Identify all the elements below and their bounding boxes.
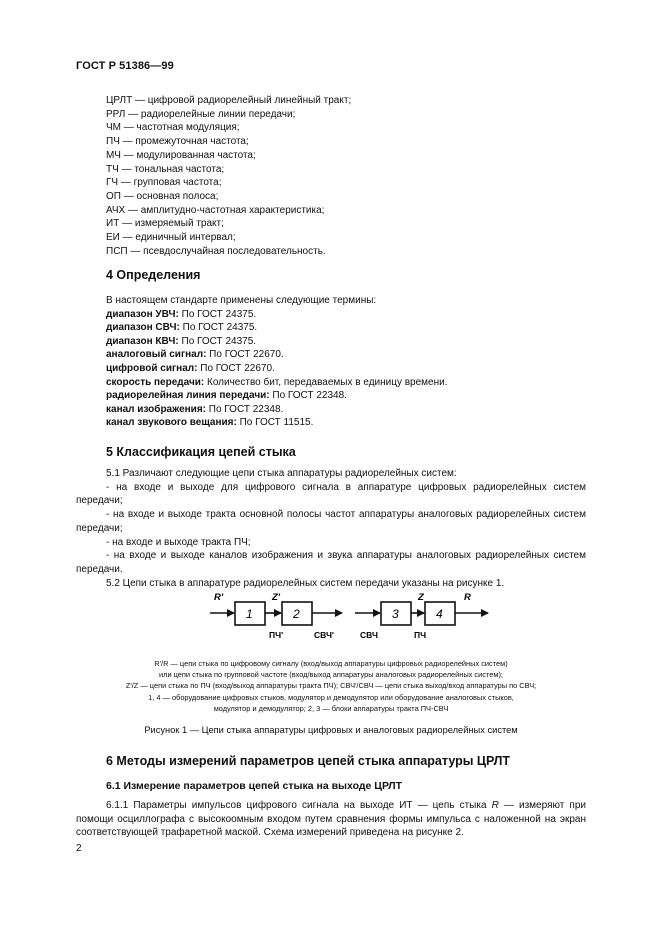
definition-term: канал изображения: [106, 403, 206, 415]
definition-term: скорость передачи: [106, 376, 205, 388]
definition-item [106, 321, 448, 335]
label-r-prime: R' [214, 592, 224, 603]
block-2-label: 2 [293, 607, 300, 621]
abbreviation-item: АЧХ — амплитудно-частотная характеристика; [106, 204, 325, 216]
definitions-intro: В настоящем стандарте применены следующие термины: [106, 295, 377, 306]
block-1-label: 1 [246, 607, 253, 621]
definition-term: диапазон СВЧ: [106, 322, 180, 334]
definition-term: аналоговый сигнал: [106, 349, 207, 361]
list-item: - на входе и выходе для цифрового сигнала в аппаратуре цифровых радиорелейных систем передачи; [76, 481, 586, 507]
definition-item [106, 403, 448, 417]
abbreviation-item: ТЧ — тональная частота; [106, 163, 225, 175]
definition-term: радиорелейная линия передачи: [106, 390, 270, 402]
definition-item [106, 335, 448, 349]
paragraph-text: 6.1.1 Параметры импульсов цифрового сигнала на выходе ИТ — цепь стыка [106, 800, 492, 811]
list-item: - на входе и выходе каналов изображения и звука аппаратуры аналоговых радиорелейных систем передачи. [76, 550, 586, 575]
label-r: R [464, 592, 471, 603]
abbreviation-item: ЧМ — частотная модуляция; [106, 122, 240, 134]
abbreviation-item: ОП — основная полоса; [106, 190, 219, 202]
definition-text: По ГОСТ 24375. [178, 335, 257, 347]
definition-text: По ГОСТ 22670. [206, 349, 284, 361]
section-5-heading: 5 Классификация цепей стыка [106, 445, 296, 459]
label-z-prime: Z' [272, 592, 281, 603]
abbreviation-item: ИТ — измеряемый тракт; [106, 218, 224, 230]
definition-term: канал звукового вещания: [106, 417, 237, 429]
definition-item [106, 416, 448, 430]
definitions-list [106, 294, 448, 430]
legend-line: 1, 4 — оборудование цифровых стыков, модулятор и демодулятор или оборудование аналоговых стыков, [148, 692, 514, 702]
abbreviation-item: ПЧ — промежуточная частота; [106, 136, 249, 148]
definition-item [106, 376, 448, 390]
subsection-6-1-heading: 6.1 Измерение параметров цепей стыка на выходе ЦРЛТ [106, 780, 403, 792]
abbreviation-item: МЧ — модулированная частота; [106, 149, 256, 161]
definition-text: По ГОСТ 24375. [178, 308, 257, 320]
abbreviation-item: ЕИ — единичный интервал; [106, 232, 236, 244]
label-svch-prime: СВЧ' [314, 630, 334, 640]
definition-term: диапазон УВЧ: [106, 308, 179, 320]
definition-item [106, 362, 448, 376]
document-header: ГОСТ Р 51386—99 [76, 60, 174, 72]
definition-text: По ГОСТ 22348. [206, 403, 284, 415]
section-6-heading: 6 Методы измерений параметров цепей стыка аппаратуры ЦРЛТ [106, 754, 510, 768]
list-item: - на входе и выходе тракта основной полосы частот аппаратуры аналоговых радиорелейных систем передачи; [76, 509, 586, 534]
label-pch: ПЧ [414, 630, 427, 640]
abbreviations-list [106, 94, 351, 258]
definition-term: диапазон КВЧ: [106, 335, 179, 347]
paragraph-5-1: 5.1 Различают следующие цепи стыка аппаратуры радиорелейных систем: [106, 468, 457, 479]
abbreviation-item: ГЧ — групповая частота; [106, 177, 222, 189]
definition-text: По ГОСТ 22670. [197, 362, 275, 374]
definition-item [106, 389, 448, 403]
definition-text: По ГОСТ 11515. [236, 417, 314, 429]
label-pch-prime: ПЧ' [269, 630, 284, 640]
paragraph-5-2: 5.2 Цепи стыка в аппаратуре радиорелейных систем передачи указаны на рисунке 1. [106, 577, 505, 589]
definition-text: По ГОСТ 22348. [269, 390, 347, 402]
legend-line: модулятор и демодулятор; 2, 3 — блоки аппаратуры тракта ПЧ-СВЧ [213, 703, 449, 713]
paragraph-6-1-1 [76, 799, 586, 840]
section-4-heading: 4 Определения [106, 268, 201, 282]
abbreviation-item: ПСП — псевдослучайная последовательность. [106, 245, 326, 257]
definition-item [106, 308, 448, 322]
label-svch: СВЧ [360, 630, 378, 640]
section-5-body [76, 467, 586, 590]
figure-1-legend [76, 658, 586, 714]
definition-text: По ГОСТ 24375. [179, 322, 258, 334]
block-3-label: 3 [392, 607, 399, 621]
definition-term: цифровой сигнал: [106, 362, 198, 374]
figure-1-caption: Рисунок 1 — Цепи стыка аппаратуры цифровых и аналоговых радиорелейных систем [144, 725, 518, 735]
paragraph-text: — измеряют при помощи осциллографа с высокоомным входом путем сравнения формы импульса с наложенной на экран соответствующей трафаретной маской. Схема измерений приведена на рисунке 2. [76, 800, 586, 839]
legend-line: R'/R — цепи стыка по цифровому сигналу (вход/выход аппаратуры цифровых радиорелейных систем) [154, 659, 508, 668]
abbreviation-item: РРЛ — радиорелейные линии передачи; [106, 108, 296, 120]
page-number: 2 [76, 843, 82, 854]
legend-line: Z'/Z — цепи стыка по ПЧ (вход/выход аппаратуры тракта ПЧ); СВЧ'/СВЧ — цепи стыка выход/вход аппаратуры по СВЧ; [125, 681, 537, 691]
definition-item [106, 348, 448, 362]
block-4-label: 4 [436, 607, 443, 621]
abbreviation-item: ЦРЛТ — цифровой радиорелейный линейный тракт; [106, 95, 352, 106]
label-z: Z [418, 592, 424, 603]
variable-r: R [491, 800, 499, 811]
figure-1-diagram [200, 590, 500, 650]
definition-text: Количество бит, передаваемых в единицу времени. [204, 376, 448, 388]
legend-line: или цепи стыка по групповой частоте (вход/выход аппаратуры аналоговых радиорелейных систем); [159, 670, 503, 680]
list-item: - на входе и выходе тракта ПЧ; [106, 536, 251, 548]
